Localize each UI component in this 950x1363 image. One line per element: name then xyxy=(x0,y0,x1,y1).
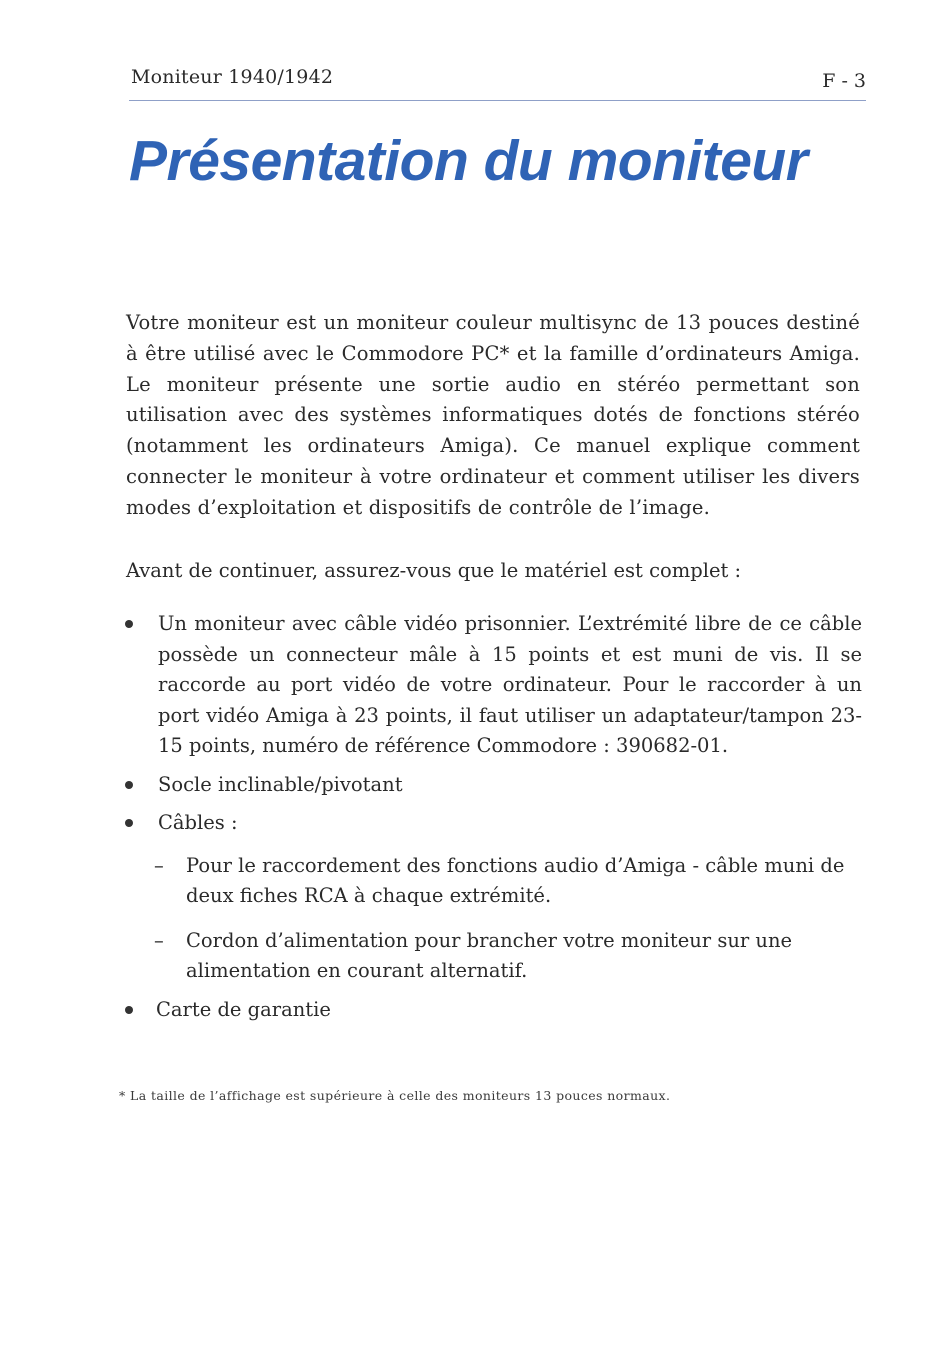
list-item-text: Câbles : xyxy=(158,811,238,834)
footnote: * La taille de l’affichage est supérieure à celle des moniteurs 13 pouces normaux. xyxy=(119,1088,671,1103)
header-divider xyxy=(129,100,866,101)
bullet-icon xyxy=(125,1006,133,1014)
list-item-monitor xyxy=(110,609,862,762)
sublist-item-text: Cordon d’alimentation pour brancher votre moniteur sur une alimentation en courant alternatif. xyxy=(186,928,793,982)
sublist-item-power-cord xyxy=(154,926,862,987)
checklist-intro: Avant de continuer, assurez-vous que le matériel est complet : xyxy=(126,559,742,582)
sublist-item-text: Pour le raccordement des fonctions audio d’Amiga - câble muni de deux fiches RCA à chaque extrémité. xyxy=(186,853,845,907)
cables-sublist xyxy=(154,851,862,987)
page-number: F - 3 xyxy=(822,70,866,92)
intro-paragraph: Votre moniteur est un moniteur couleur multisync de 13 pouces destiné à être utilisé avec le Commodore PC* et la famille d’ordinateurs Amiga. Le moniteur présente une sortie audio en stéréo permettant son utilisation avec des systèmes informatiques dotés de fonctions stéréo (notamment les ordinateurs Amiga). Ce manuel explique comment connecter le moniteur à votre ordinateur et comment utiliser les divers modes d’exploitation et dispositifs de contrôle de l’image. xyxy=(126,311,860,519)
dash-icon: – xyxy=(154,853,164,877)
equipment-list xyxy=(110,609,862,1025)
running-header: Moniteur 1940/1942 xyxy=(131,66,334,88)
list-item-warranty xyxy=(110,995,862,1026)
list-item-text: Un moniteur avec câble vidéo prisonnier. L’extrémité libre de ce câble possède un connecteur mâle à 15 points et est muni de vis. Il se raccorde au port vidéo de votre ordinateur. Pour le raccorder à un port vidéo Amiga à 23 points, il faut utiliser un adaptateur/tampon 23-15 points, numéro de référence Commodore : 390682-01. xyxy=(158,612,862,757)
sublist-item-audio-cable xyxy=(154,851,862,912)
list-item-cables xyxy=(110,808,862,987)
bullet-icon xyxy=(125,819,133,827)
page-title: Présentation du moniteur xyxy=(129,129,808,193)
list-item-text: Socle inclinable/pivotant xyxy=(158,772,403,796)
bullet-icon xyxy=(125,781,133,789)
bullet-icon xyxy=(125,620,133,628)
dash-icon: – xyxy=(154,928,164,952)
list-item-text: Carte de garantie xyxy=(156,997,331,1021)
list-item-stand xyxy=(110,770,862,801)
